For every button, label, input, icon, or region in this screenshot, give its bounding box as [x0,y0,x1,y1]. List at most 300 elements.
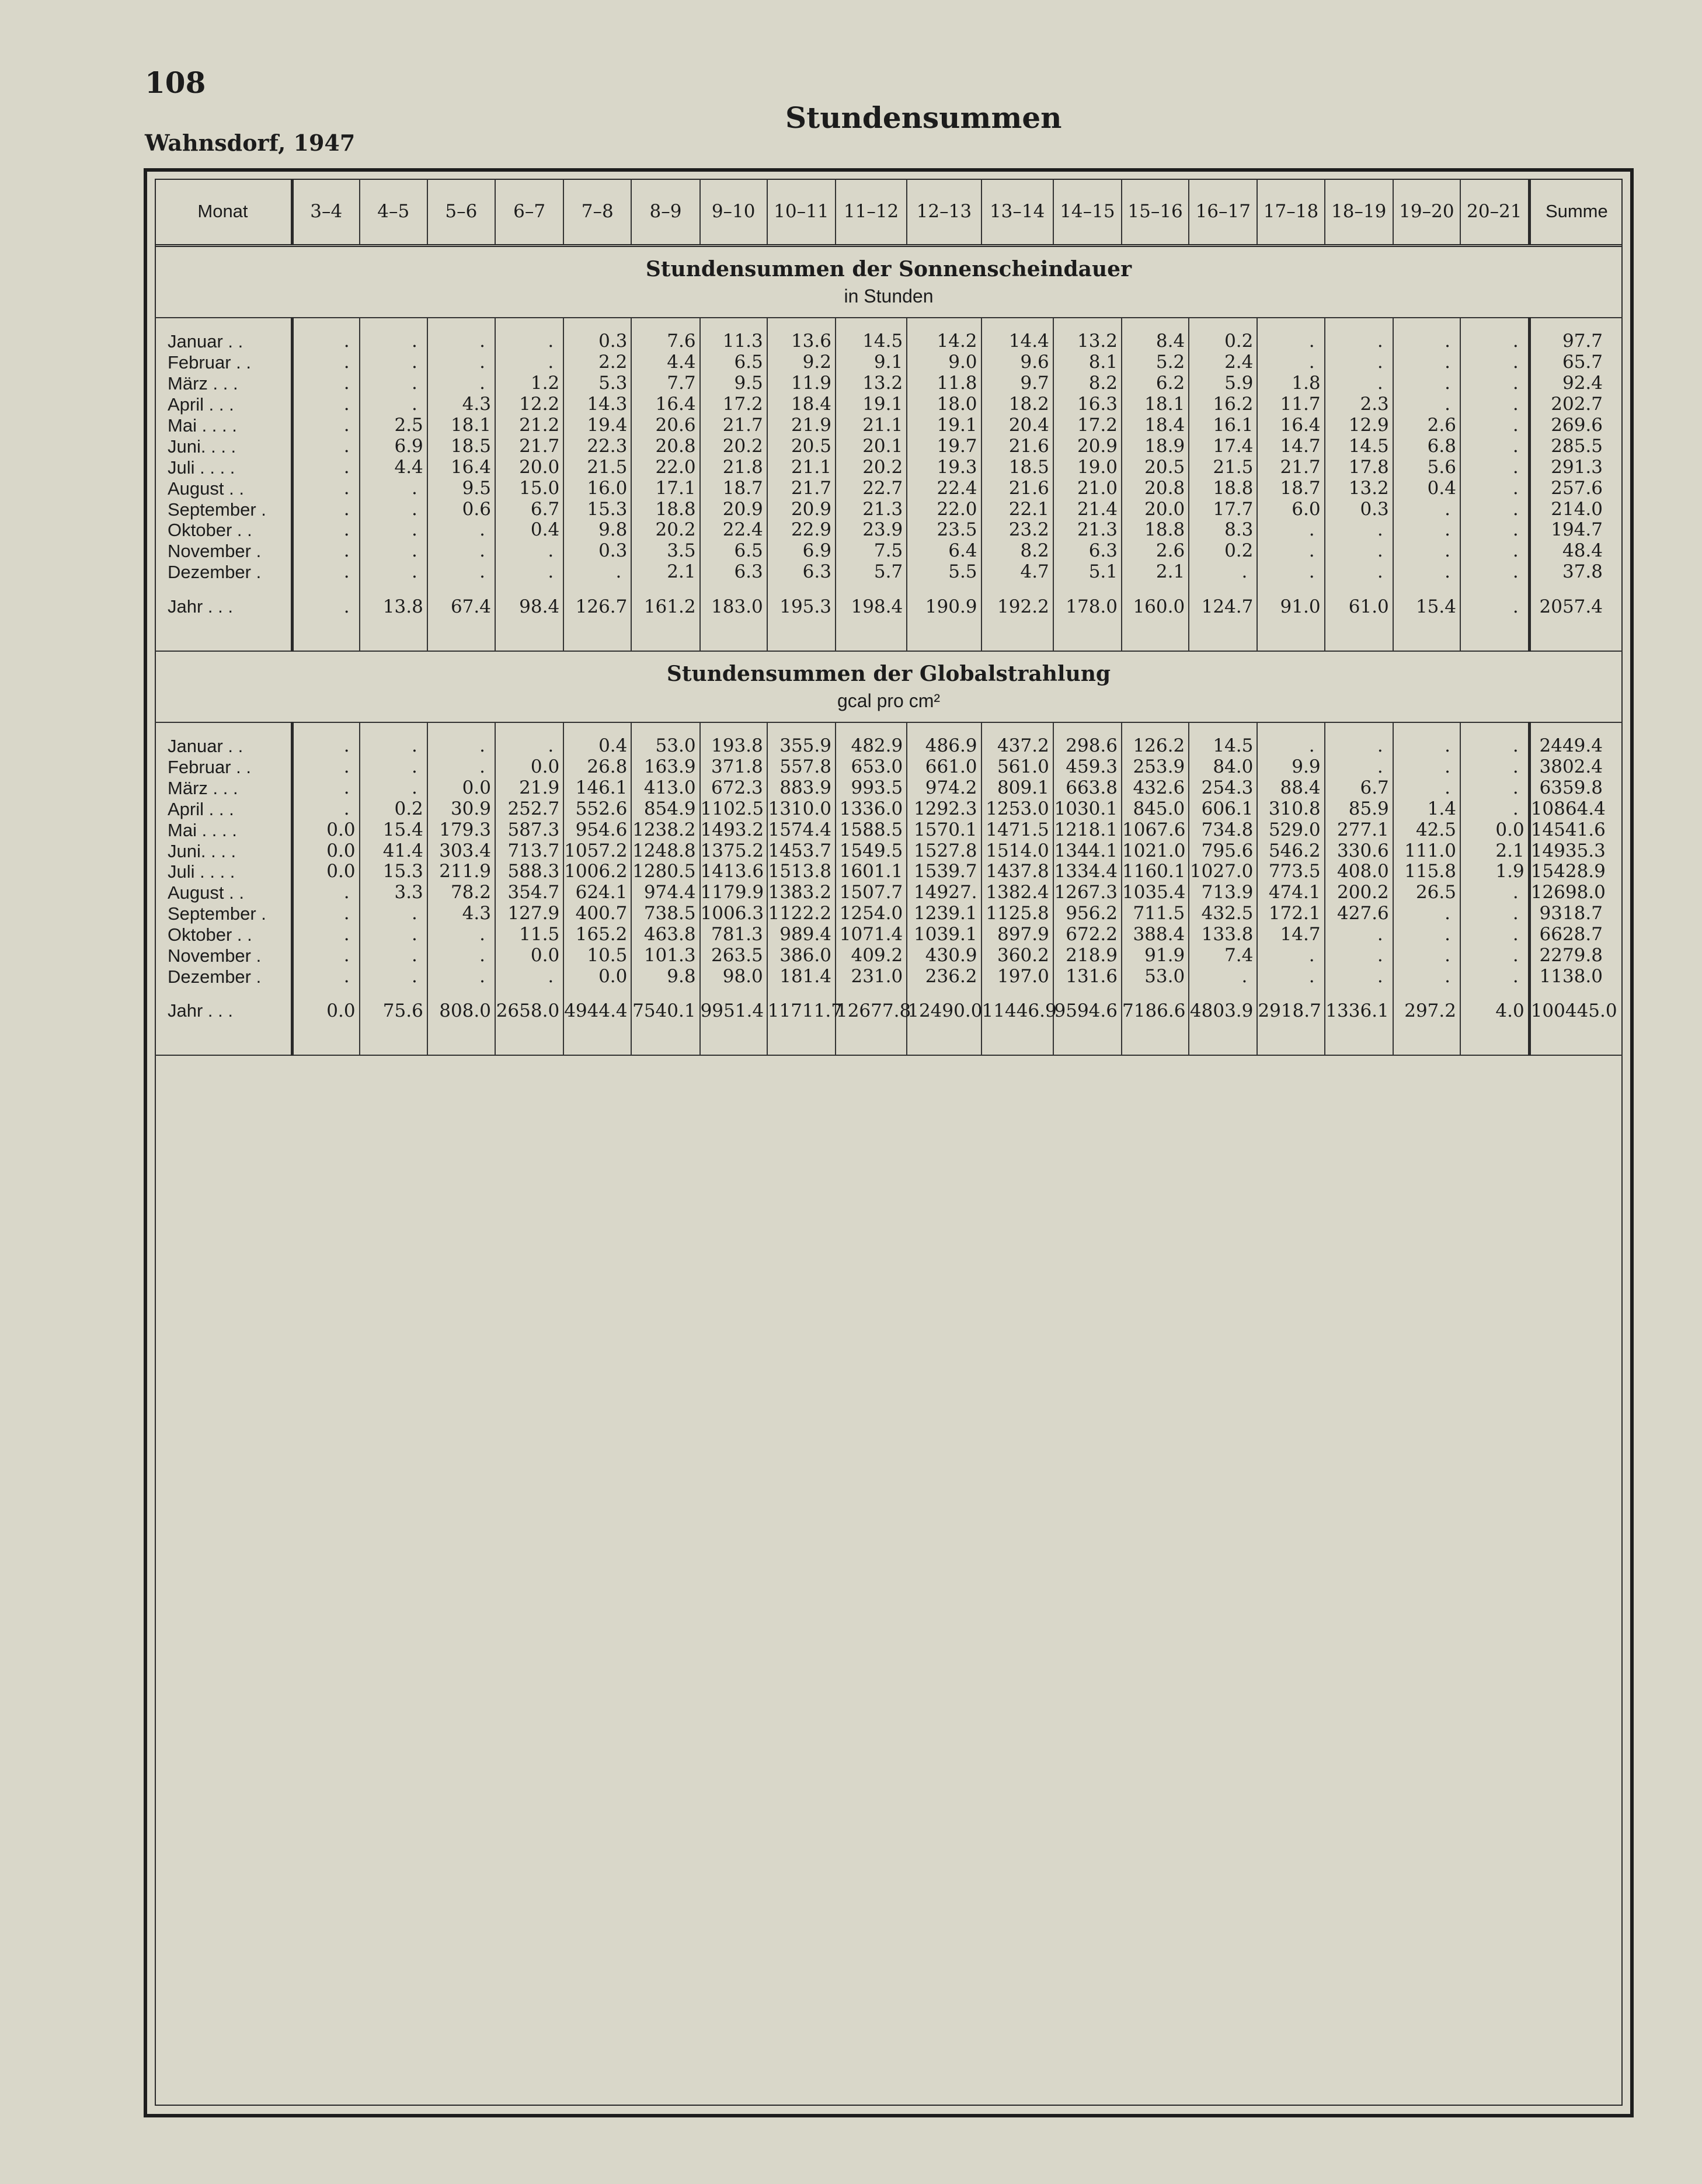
table-cell: 1513.8 [767,861,836,882]
table-cell: . [292,798,359,819]
table-cell: 1375.2 [700,840,767,861]
table-cell: . [1325,562,1393,583]
month-label: Juni. . . . [155,840,292,861]
table-cell: 15.0 [495,478,563,499]
table-cell: 2.1 [1122,562,1189,583]
year-total-row [155,583,1623,631]
table-cell: 22.0 [907,499,981,520]
table-cell: . [360,394,427,415]
table-cell: 4803.9 [1189,987,1257,1035]
table-cell: 1601.1 [836,861,907,882]
table-cell: 4.3 [427,394,495,415]
table-cell: 437.2 [981,736,1053,757]
table-cell: . [1393,541,1460,562]
table-cell: 20.4 [981,415,1053,436]
table-cell: 1267.3 [1053,882,1122,903]
table-cell: 0.6 [427,499,495,520]
table-cell: . [292,736,359,757]
table-cell: . [1393,373,1460,394]
table-cell: 672.2 [1053,924,1122,945]
table-cell: 111.0 [1393,840,1460,861]
table-cell: 85.9 [1325,798,1393,819]
table-cell: 663.8 [1053,777,1122,798]
table-cell: 124.7 [1189,583,1257,631]
table-cell: 9.8 [631,966,699,987]
table-cell: 0.0 [495,945,563,966]
table-cell: 21.9 [767,415,836,436]
table-cell: 98.4 [495,583,563,631]
table-cell: 13.2 [1053,331,1122,352]
table-cell: 254.3 [1189,777,1257,798]
table-cell: 7186.6 [1122,987,1189,1035]
table-cell: 6.7 [1325,777,1393,798]
table-cell: 474.1 [1257,882,1324,903]
table-cell: 211.9 [427,861,495,882]
sum-column-header: Summe [1529,179,1623,246]
table-row [155,352,1623,373]
table-cell: 734.8 [1189,819,1257,840]
table-row [155,966,1623,987]
month-label: Juni. . . . [155,436,292,457]
table-cell: 11.3 [700,331,767,352]
table-cell: . [1393,499,1460,520]
table-row [155,436,1623,457]
row-sum-cell: 2449.4 [1529,736,1623,757]
table-cell: 409.2 [836,945,907,966]
table-cell: 20.5 [767,436,836,457]
table-cell: 12677.8 [836,987,907,1035]
row-sum-cell: 37.8 [1529,562,1623,583]
table-cell: 7.5 [836,541,907,562]
table-cell: 854.9 [631,798,699,819]
table-cell: 1057.2 [563,840,631,861]
table-cell: 713.9 [1189,882,1257,903]
table-cell: 1336.1 [1325,987,1393,1035]
table-cell: 231.0 [836,966,907,987]
table-cell: 126.7 [563,583,631,631]
table-cell: 298.6 [1053,736,1122,757]
table-cell: 41.4 [360,840,427,861]
table-cell: 2.1 [631,562,699,583]
table-cell: 21.9 [495,777,563,798]
month-label: September . [155,903,292,924]
table-cell: . [1512,735,1519,757]
table-cell: 8.4 [1122,331,1189,352]
table-cell: . [360,478,427,499]
table-cell: . [427,736,495,757]
table-cell: 91.0 [1257,583,1324,631]
table-cell: 19.1 [836,394,907,415]
table-cell: 2.6 [1122,541,1189,562]
table-cell: 5.3 [563,373,631,394]
month-label: Juli . . . . [155,861,292,882]
table-cell: 5.7 [836,562,907,583]
month-label: April . . . [155,394,292,415]
month-label: März . . . [155,777,292,798]
table-cell: 974.2 [907,777,981,798]
table-cell: 22.4 [700,520,767,541]
month-label: Jahr . . . [155,583,292,631]
table-cell: 9.2 [767,352,836,373]
table-cell: 809.1 [981,777,1053,798]
table-cell: 6.0 [1257,499,1324,520]
table-cell: 18.4 [1122,415,1189,436]
table-cell: . [1325,520,1393,541]
table-cell: 14.7 [1257,436,1324,457]
table-cell: 0.0 [1495,819,1525,840]
table-cell: . [292,373,359,394]
table-cell: 11.5 [495,924,563,945]
table-cell: 115.8 [1393,861,1460,882]
table-cell: 588.3 [495,861,563,882]
table-cell: . [360,736,427,757]
table-cell: 18.9 [1122,436,1189,457]
table-cell: 18.1 [427,415,495,436]
table-cell: 16.2 [1189,394,1257,415]
table-cell: 4.4 [631,352,699,373]
table-cell: . [1393,520,1460,541]
table-cell: . [1325,541,1393,562]
table-cell: 17.4 [1189,436,1257,457]
row-sum-cell: 6628.7 [1529,924,1623,945]
table-cell: 0.4 [495,520,563,541]
table-cell: 956.2 [1053,903,1122,924]
table-cell: . [1512,540,1519,562]
spacer-row [155,1035,1623,1055]
table-row [155,945,1623,966]
table-cell: 1344.1 [1053,840,1122,861]
table-cell: 808.0 [427,987,495,1035]
hour-column-header: 12–13 [907,179,981,246]
month-label: Februar . . [155,757,292,778]
table-cell: 7.4 [1189,945,1257,966]
table-cell: 738.5 [631,903,699,924]
table-cell: 2.3 [1325,394,1393,415]
table-cell: 6.5 [700,541,767,562]
table-cell: 8.1 [1053,352,1122,373]
table-cell: 993.5 [836,777,907,798]
table-cell: 20.8 [631,436,699,457]
table-cell: . [1325,373,1393,394]
table-cell: . [360,945,427,966]
table-cell: 4.7 [981,562,1053,583]
table-cell: 0.0 [427,777,495,798]
table-cell: . [495,352,563,373]
table-cell: 98.0 [700,966,767,987]
table-cell: 6.8 [1393,436,1460,457]
table-cell: 183.0 [700,583,767,631]
table-cell: 1102.5 [700,798,767,819]
table-cell: . [360,373,427,394]
table-cell: 1067.6 [1122,819,1189,840]
table-cell: . [1393,736,1460,757]
section-title: Stundensummen der Globalstrahlung [666,661,1111,686]
table-cell: 9.6 [981,352,1053,373]
hour-column-header: 4–5 [360,179,427,246]
table-cell: 557.8 [767,757,836,778]
table-cell: 6.5 [700,352,767,373]
table-row [155,331,1623,352]
hour-column-header: 19–20 [1393,179,1460,246]
table-cell: 1539.7 [907,861,981,882]
table-cell: 0.0 [563,966,631,987]
table-cell: 624.1 [563,882,631,903]
table-cell: . [292,966,359,987]
table-cell: 11.7 [1257,394,1324,415]
row-sum-cell: 14935.3 [1529,840,1623,861]
table-header-row [155,179,1623,246]
table-cell: 21.5 [1189,457,1257,478]
table-cell: 1453.7 [767,840,836,861]
table-row [155,478,1623,499]
table-cell: . [1512,477,1519,499]
table-cell: 7540.1 [631,987,699,1035]
table-cell: . [292,520,359,541]
month-label: Oktober . . [155,924,292,945]
table-cell: 954.6 [563,819,631,840]
table-cell: 277.1 [1325,819,1393,840]
table-cell: 0.2 [1189,331,1257,352]
row-sum-cell: 6359.8 [1529,777,1623,798]
month-label: Oktober . . [155,520,292,541]
table-cell: 20.6 [631,415,699,436]
month-label: April . . . [155,798,292,819]
table-cell: 21.6 [981,436,1053,457]
table-cell: . [1512,965,1519,987]
table-cell: 133.8 [1189,924,1257,945]
table-cell: . [360,903,427,924]
month-label: August . . [155,478,292,499]
row-sum-cell: 3802.4 [1529,757,1623,778]
table-row [155,798,1623,819]
month-label: Januar . . [155,736,292,757]
table-cell: 388.4 [1122,924,1189,945]
table-cell: 21.1 [767,457,836,478]
row-sum-cell: 100445.0 [1529,987,1623,1035]
table-cell: 146.1 [563,777,631,798]
table-cell: 21.5 [563,457,631,478]
row-sum-cell: 202.7 [1529,394,1623,415]
table-cell: . [427,520,495,541]
table-cell: 897.9 [981,924,1053,945]
table-cell: 1437.8 [981,861,1053,882]
table-cell: 1471.5 [981,819,1053,840]
table-cell: 883.9 [767,777,836,798]
table-cell: 19.0 [1053,457,1122,478]
table-cell: 561.0 [981,757,1053,778]
table-cell: 7.6 [631,331,699,352]
section-header-row [155,246,1623,318]
table-cell: 17.7 [1189,499,1257,520]
table-cell: 13.8 [360,583,427,631]
table-cell: 672.3 [700,777,767,798]
table-cell: 18.8 [631,499,699,520]
table-cell: 0.4 [563,736,631,757]
table-cell: 355.9 [767,736,836,757]
table-cell: 427.6 [1325,903,1393,924]
table-cell: 131.6 [1053,966,1122,987]
table-cell: 61.0 [1325,583,1393,631]
table-cell: 20.5 [1122,457,1189,478]
spacer-row [155,722,1623,736]
table-cell: 2.1 [1495,840,1525,861]
table-cell: 9.0 [907,352,981,373]
table-cell: . [1257,562,1324,583]
table-cell: 0.3 [1325,499,1393,520]
table-cell: 12490.0 [907,987,981,1035]
table-cell: 198.4 [836,583,907,631]
month-label: März . . . [155,373,292,394]
table-cell: 1334.4 [1053,861,1122,882]
row-sum-cell: 9318.7 [1529,903,1623,924]
table-cell: 30.9 [427,798,495,819]
spacer-row [155,631,1623,651]
table-cell: 1.8 [1257,373,1324,394]
table-cell: 13.6 [767,331,836,352]
table-cell: 5.2 [1122,352,1189,373]
table-cell: 179.3 [427,819,495,840]
hour-column-header: 15–16 [1122,179,1189,246]
table-cell: 12.9 [1325,415,1393,436]
table-cell: 18.7 [1257,478,1324,499]
table-cell: . [1512,945,1519,966]
table-cell: 430.9 [907,945,981,966]
table-cell: 15.4 [360,819,427,840]
table-cell: 17.1 [631,478,699,499]
table-cell: . [292,436,359,457]
table-cell: . [1512,415,1519,436]
table-row [155,840,1623,861]
table-row [155,924,1623,945]
table-cell: 0.0 [292,840,359,861]
table-cell: 192.2 [981,583,1053,631]
table-cell: 14.3 [563,394,631,415]
table-cell: 11446.9 [981,987,1053,1035]
table-cell: 6.9 [360,436,427,457]
hour-column-header: 8–9 [631,179,699,246]
table-cell: 1238.2 [631,819,699,840]
hour-column-header: 9–10 [700,179,767,246]
table-cell: . [1512,903,1519,924]
table-cell: 236.2 [907,966,981,987]
table-cell: . [1257,541,1324,562]
table-cell: 22.0 [631,457,699,478]
table-cell: 127.9 [495,903,563,924]
table-cell: 21.7 [700,415,767,436]
page-title: Stundensummen [785,100,1062,135]
table-cell: . [292,415,359,436]
table-cell: . [360,777,427,798]
table-cell: . [360,562,427,583]
table-cell: 0.3 [563,541,631,562]
table-cell: . [292,499,359,520]
table-cell: 330.6 [1325,840,1393,861]
table-cell: 21.3 [1053,520,1122,541]
table-cell: 6.9 [767,541,836,562]
table-cell: 178.0 [1053,583,1122,631]
table-cell: . [1325,966,1393,987]
table-cell: 1310.0 [767,798,836,819]
table-cell: 6.3 [767,562,836,583]
table-cell: . [1325,757,1393,778]
table-cell: 16.0 [563,478,631,499]
table-cell: 18.4 [767,394,836,415]
row-sum-cell: 1138.0 [1529,966,1623,987]
month-label: Jahr . . . [155,987,292,1035]
table-cell: . [1512,777,1519,798]
table-cell: 371.8 [700,757,767,778]
table-cell: . [292,903,359,924]
table-cell: 482.9 [836,736,907,757]
table-cell: 15.3 [563,499,631,520]
row-sum-cell: 2279.8 [1529,945,1623,966]
table-cell: 1006.2 [563,861,631,882]
table-cell: 653.0 [836,757,907,778]
month-label: Dezember . [155,966,292,987]
table-cell: 6.4 [907,541,981,562]
table-cell: 1382.4 [981,882,1053,903]
table-cell: 432.6 [1122,777,1189,798]
table-cell: 546.2 [1257,840,1324,861]
month-label: Februar . . [155,352,292,373]
table-row [155,415,1623,436]
table-cell: 18.2 [981,394,1053,415]
month-label: November . [155,945,292,966]
table-cell: 20.0 [495,457,563,478]
table-cell: 172.1 [1257,903,1324,924]
table-cell: 8.2 [1053,373,1122,394]
table-cell: . [1512,373,1519,394]
table-row [155,903,1623,924]
table-cell: 11.8 [907,373,981,394]
table-cell: 0.4 [1393,478,1460,499]
table-cell: 1336.0 [836,798,907,819]
table-cell: 6.7 [495,499,563,520]
table-cell: 22.4 [907,478,981,499]
table-cell: 1027.0 [1189,861,1257,882]
table-cell: 67.4 [427,583,495,631]
table-cell: 408.0 [1325,861,1393,882]
table-cell: . [495,736,563,757]
table-cell: . [292,331,359,352]
table-cell: 26.5 [1393,882,1460,903]
table-row [155,499,1623,520]
table-cell: . [1257,966,1324,987]
table-cell: . [360,331,427,352]
table-cell: . [292,457,359,478]
table-cell: . [1512,456,1519,478]
table-cell: 253.9 [1122,757,1189,778]
year-total-row [155,987,1623,1035]
table-cell: 1570.1 [907,819,981,840]
table-cell: . [427,373,495,394]
table-cell: 91.9 [1122,945,1189,966]
table-cell: . [292,945,359,966]
table-cell: 1.9 [1495,861,1525,882]
table-row [155,394,1623,415]
table-cell: 9.8 [563,520,631,541]
table-cell: 21.3 [836,499,907,520]
table-cell: 10.5 [563,945,631,966]
table-cell: . [360,924,427,945]
hour-column-header: 10–11 [767,179,836,246]
table-cell: 16.1 [1189,415,1257,436]
table-cell: 252.7 [495,798,563,819]
table-cell: 1574.4 [767,819,836,840]
table-cell: 310.8 [1257,798,1324,819]
table-cell: 16.3 [1053,394,1122,415]
table-cell: 53.0 [1122,966,1189,987]
